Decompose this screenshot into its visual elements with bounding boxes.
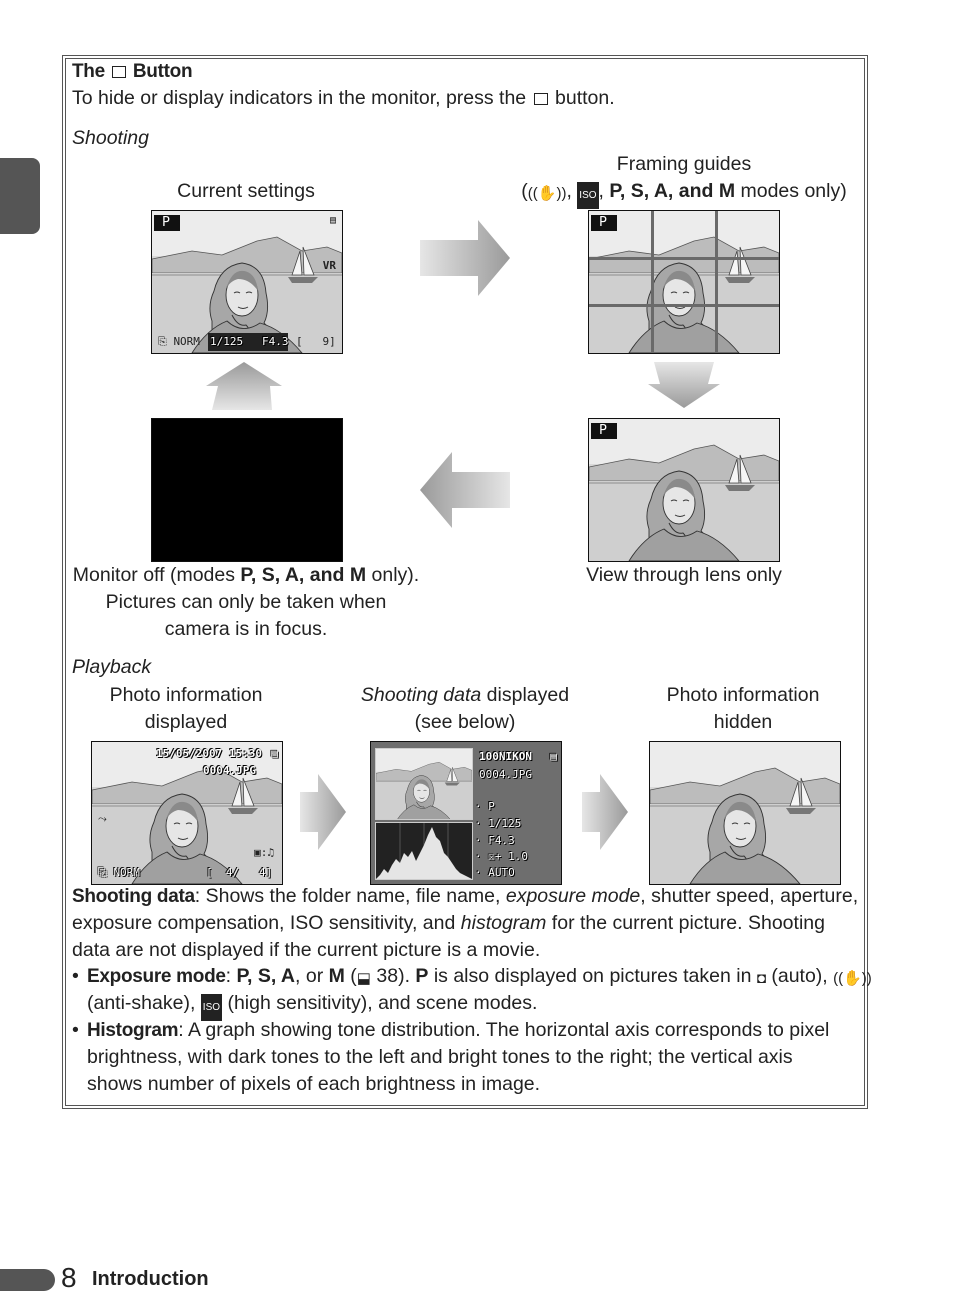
mode-indicator: P — [154, 215, 180, 231]
arrow-right-playback-1 — [300, 774, 346, 850]
box-intro — [72, 85, 615, 112]
monitor-off-caption-line3: camera is in focus. — [164, 618, 328, 640]
osd-norm-text: NORM — [113, 866, 140, 879]
bullet-dot: • — [72, 965, 79, 987]
arrow-up-to-settings — [206, 362, 282, 410]
arrow-right-playback-2 — [582, 774, 628, 850]
osd-iso-value: AUTO — [488, 866, 515, 879]
osd-frame-value: 4/ — [225, 866, 240, 879]
shooting-data-italic2: histogram — [460, 912, 547, 934]
thumbnail — [375, 748, 473, 820]
grid-line-h1 — [589, 257, 779, 260]
current-settings-label: Current settings — [177, 180, 315, 202]
section-name: Introduction — [92, 1268, 209, 1290]
scene-image — [152, 211, 342, 353]
osd-filename: 0004.JPG — [203, 764, 256, 777]
osd-shutter-value: 1/125 — [488, 817, 522, 830]
histogram — [375, 822, 473, 880]
arrow-left-to-monitor-off — [420, 452, 510, 528]
osd-mode: · P — [475, 800, 495, 813]
grid-line-v1 — [651, 211, 654, 353]
display-button-icon-inline — [534, 93, 548, 105]
view-through-lens-caption: View through lens only — [586, 564, 782, 586]
bullet-dot: • — [72, 1019, 79, 1041]
osd-shutter: · 1/125 — [475, 817, 522, 830]
osd-datetime: 15/05/2007 15:30 — [156, 747, 262, 760]
display-button-icon — [112, 66, 126, 78]
screen-photo-info-displayed — [91, 741, 283, 885]
osd-exposure-comp: · ☒+ 1.0 — [475, 850, 528, 863]
screen-current-settings — [151, 210, 343, 354]
shooting-title: Shooting — [72, 127, 149, 149]
arrow-down-to-lens — [648, 362, 720, 408]
osd-exposure-value: + 1.0 — [494, 850, 528, 863]
shooting-data-italic1: exposure mode — [505, 885, 641, 907]
osd-filename: 0004.JPG — [479, 768, 532, 781]
page-number: 8 — [61, 1262, 77, 1293]
box-heading — [72, 58, 192, 85]
osd-norm: ⎘ NORM — [158, 335, 200, 348]
playback-col2-line2: (see below) — [414, 711, 516, 733]
osd-frame: [ 4/ 4] — [206, 866, 273, 879]
framing-modes: P, S, A, and M — [609, 180, 736, 202]
playback-col3-line1: Photo information — [666, 684, 820, 706]
osd-aperture-value: F4.3 — [488, 834, 515, 847]
exposure-line2-a: (anti-shake), — [87, 992, 196, 1014]
screen-framing-guides — [588, 210, 780, 354]
screen-photo-info-hidden — [649, 741, 841, 885]
box-heading-pre: The — [72, 61, 105, 82]
monitor-off-caption-line2: Pictures can only be taken when — [105, 591, 387, 613]
vr-icon: VR — [322, 259, 336, 272]
page-reference-icon: ⬓ — [356, 970, 371, 987]
playback-col2-post: displayed — [481, 684, 570, 706]
exposure-mode-m: M — [328, 965, 345, 987]
monitor-off-post: only). — [371, 564, 420, 586]
histogram-term: Histogram — [87, 1020, 179, 1041]
section-tab-marker — [0, 158, 40, 234]
monitor-off-modes: P, S, A, and M — [240, 564, 367, 586]
exposure-line2-b: (high sensitivity), and scene modes. — [222, 992, 538, 1014]
playback-col2-line1 — [344, 682, 586, 709]
anti-shake-icon: ((✋)) — [527, 185, 567, 202]
exposure-text-e: (auto), — [765, 965, 828, 987]
exposure-ref: 38). — [370, 965, 416, 987]
grid-line-h2 — [589, 304, 779, 307]
anti-shake-icon: ((✋)) — [833, 970, 872, 987]
osd-norm-text: NORM — [173, 335, 200, 348]
bullet-exposure-mode-line1 — [87, 963, 872, 992]
bullet-histogram-line3: shows number of pixels of each brightness in image. — [87, 1073, 541, 1095]
image-mode-icon: ▤ — [329, 215, 336, 226]
bullet-histogram-line2: brightness, with dark tones to the left and bright tones to the right; the vertical axis — [87, 1046, 793, 1068]
monitor-off-pre: Monitor off (modes — [72, 564, 235, 586]
exposure-mode-p: P — [415, 965, 429, 987]
camera-icon: ◘ — [756, 970, 766, 987]
exposure-mode-term: Exposure mode — [87, 966, 226, 987]
voice-memo-icon: ▣:♫ — [254, 846, 274, 859]
osd-aperture: · F4.3 — [475, 834, 515, 847]
box-intro-pre: To hide or display indicators in the monitor, press the — [72, 87, 527, 109]
shooting-data-term: Shooting data — [72, 886, 195, 907]
shooting-data-line2 — [72, 910, 825, 937]
playback-col3-line2: hidden — [713, 711, 773, 733]
grid-line-v2 — [715, 211, 718, 353]
shooting-data-text1: : Shows the folder name, file name, — [194, 885, 506, 907]
bullet-histogram-line1 — [87, 1017, 829, 1044]
screen-view-through-lens — [588, 418, 780, 562]
framing-paren-open: ( — [521, 180, 528, 202]
arrow-right-to-framing — [420, 220, 510, 296]
shooting-data-line1 — [72, 883, 858, 910]
osd-mode-value: P — [488, 800, 495, 813]
osd-shutter: 1/125 — [210, 335, 244, 348]
shooting-data-italic: Shooting data — [360, 684, 482, 706]
mode-indicator: P — [591, 215, 617, 231]
histogram-text1: : A graph showing tone distribution. The horizontal axis corresponds to pixel — [178, 1019, 830, 1041]
exposure-text-d: is also displayed on pictures taken in — [428, 965, 752, 987]
playback-col1-line1: Photo information — [109, 684, 263, 706]
footer-bar — [0, 1269, 55, 1291]
osd-count: [ 9] — [296, 335, 336, 348]
screen-monitor-off — [151, 418, 343, 562]
box-intro-post: button. — [555, 87, 615, 109]
playback-col1-line2: displayed — [144, 711, 228, 733]
histogram-graph — [376, 823, 472, 879]
shooting-data-text2-post: for the current picture. Shooting — [546, 912, 825, 934]
shooting-data-text1-post: , shutter speed, aperture, — [640, 885, 859, 907]
image-mode-icon: ▤ — [271, 747, 278, 760]
framing-modes-only: modes only) — [740, 180, 847, 202]
high-iso-icon: ISO — [577, 182, 598, 209]
mode-indicator: P — [591, 423, 617, 439]
framing-guides-label: Framing guides — [616, 153, 752, 175]
playback-title: Playback — [72, 656, 152, 678]
high-iso-icon: ISO — [201, 994, 222, 1021]
osd-total-value: 4 — [259, 866, 266, 879]
scene-image — [589, 419, 779, 561]
exposure-text-b: , or — [295, 965, 329, 987]
transfer-icon: ⤳ — [98, 812, 107, 825]
screen-shooting-data — [370, 741, 562, 885]
exposure-modes: P, S, A — [236, 965, 296, 987]
osd-aperture: F4.3 — [262, 335, 289, 348]
osd-count-value: 9 — [322, 335, 330, 348]
box-heading-post: Button — [132, 61, 193, 82]
exposure-text-c: ( — [344, 965, 357, 987]
monitor-off-caption-line1 — [66, 562, 426, 589]
osd-folder: 100NIKON — [479, 750, 532, 763]
osd-iso: · AUTO — [475, 866, 515, 879]
scene-image — [589, 211, 779, 353]
exposure-comp-icon: ☒ — [488, 850, 495, 863]
exposure-text-a: : — [225, 965, 237, 987]
osd-norm: ⎘ NORM — [98, 866, 140, 879]
shooting-data-text2: exposure compensation, ISO sensitivity, and — [72, 912, 461, 934]
framing-guides-modes-line: (((✋)), ISO , P, S, A, and M modes only) — [504, 178, 864, 209]
shooting-data-line3: data are not displayed if the current picture is a movie. — [72, 939, 541, 961]
image-mode-icon: ▤ — [550, 750, 557, 763]
scene-image — [650, 742, 840, 884]
